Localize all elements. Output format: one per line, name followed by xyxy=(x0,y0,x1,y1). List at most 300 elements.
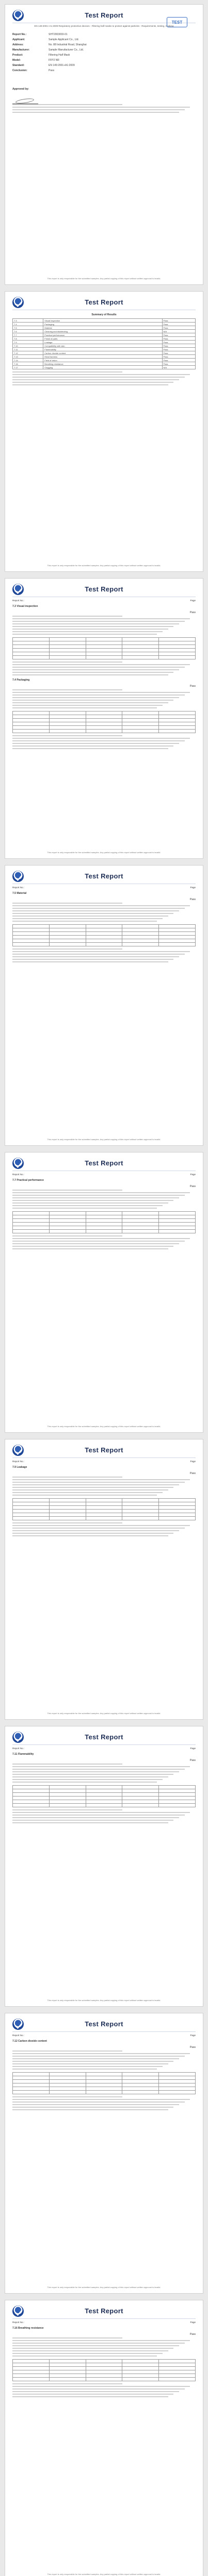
table-cell xyxy=(49,939,86,943)
text-line xyxy=(12,377,185,378)
table-cell xyxy=(122,928,159,932)
text-line xyxy=(12,2069,157,2070)
text-line xyxy=(12,2061,173,2062)
table-row xyxy=(13,2091,196,2094)
text-line xyxy=(12,2096,122,2097)
text-line xyxy=(12,1533,173,1534)
text-line xyxy=(12,1769,185,1770)
table-cell xyxy=(159,1223,196,1226)
table-cell xyxy=(13,711,50,715)
table-cell xyxy=(13,2076,50,2080)
table-cell xyxy=(159,2360,196,2363)
table-cell xyxy=(49,1513,86,1517)
page-footer: This report is only responsible for the submitted samples. Any partial copying of this report without written approval is invalid. xyxy=(47,2286,161,2289)
table-cell-clause: 7.12 xyxy=(13,351,43,355)
text-line xyxy=(12,621,185,622)
table-row xyxy=(13,1517,196,1520)
table-cell xyxy=(122,641,159,645)
table-cell xyxy=(122,1215,159,1219)
table-cell xyxy=(159,1502,196,1506)
table-cell xyxy=(13,2370,50,2374)
table-cell xyxy=(122,2374,159,2378)
table-row xyxy=(13,1499,196,1502)
text-line xyxy=(12,1192,190,1193)
table-cell xyxy=(49,2076,86,2080)
page-footer: This report is only responsible for the submitted samples. Any partial copying of this report without written approval is invalid. xyxy=(47,2573,161,2575)
table-row xyxy=(13,656,196,659)
table-row xyxy=(13,2080,196,2083)
table-cell xyxy=(122,1513,159,1517)
table-cell xyxy=(49,2378,86,2381)
text-line xyxy=(12,2340,190,2341)
table-row xyxy=(13,323,196,326)
table-cell xyxy=(122,715,159,719)
paragraph-text xyxy=(12,2383,196,2397)
approved-label: Approved by: xyxy=(12,88,29,91)
paragraph-text xyxy=(12,903,196,922)
text-line xyxy=(12,2388,185,2389)
table-cell xyxy=(13,2080,50,2083)
table-cell-clause: 7.6 xyxy=(13,330,43,333)
table-cell xyxy=(122,1789,159,1793)
table-cell xyxy=(13,719,50,722)
paragraph-text xyxy=(12,2337,196,2357)
table-cell xyxy=(49,652,86,656)
field-label: Manufacturer: xyxy=(12,48,30,52)
table-cell xyxy=(86,730,122,733)
table-row xyxy=(13,939,196,943)
text-line xyxy=(12,634,157,635)
table-cell-item: Flammability xyxy=(43,348,162,351)
text-line xyxy=(12,1248,168,1249)
table-cell xyxy=(49,2087,86,2091)
section-result: Pass xyxy=(189,2333,196,2336)
text-line xyxy=(12,616,122,617)
table-cell xyxy=(13,722,50,726)
text-line xyxy=(12,689,122,690)
text-line xyxy=(12,702,168,703)
table-cell xyxy=(86,1230,122,1233)
text-line xyxy=(12,1246,173,1247)
text-line xyxy=(12,1522,122,1523)
paragraph-text xyxy=(12,689,196,708)
table-row xyxy=(13,1800,196,1804)
table-cell xyxy=(159,2363,196,2367)
field-value: Filtering Half Mask xyxy=(49,54,70,57)
section-heading: 7.4 Packaging xyxy=(12,679,30,682)
text-line xyxy=(12,2107,173,2108)
table-cell xyxy=(49,1226,86,1230)
table-cell xyxy=(159,1215,196,1219)
table-cell xyxy=(122,2370,159,2374)
reference-row xyxy=(12,886,196,889)
text-line xyxy=(12,1812,190,1813)
table-cell xyxy=(86,1510,122,1513)
table-cell xyxy=(159,1797,196,1800)
table-cell xyxy=(159,656,196,659)
summary-table xyxy=(12,318,196,369)
table-cell xyxy=(49,1789,86,1793)
table-cell xyxy=(13,2083,50,2087)
table-cell xyxy=(13,943,50,946)
text-line xyxy=(12,1482,185,1483)
text-line xyxy=(12,2063,168,2064)
text-line xyxy=(12,1197,179,1198)
text-line xyxy=(12,109,185,110)
text-line xyxy=(12,379,179,380)
text-line xyxy=(12,2066,163,2067)
table-cell xyxy=(159,1786,196,1789)
page-title: Test Report xyxy=(85,585,123,593)
table-cell xyxy=(86,2083,122,2087)
table-cell xyxy=(49,1793,86,1797)
table-row xyxy=(13,2363,196,2367)
text-line xyxy=(12,908,185,909)
text-line xyxy=(12,384,168,385)
table-cell xyxy=(49,719,86,722)
text-line xyxy=(12,1200,173,1201)
table-row xyxy=(13,925,196,928)
table-cell-item: Leakage xyxy=(43,341,162,344)
table-row xyxy=(13,362,196,366)
table-row xyxy=(13,2076,196,2080)
table-cell xyxy=(122,1804,159,1807)
table-row xyxy=(13,652,196,656)
table-row xyxy=(13,1797,196,1800)
reference-row xyxy=(12,599,196,602)
text-line xyxy=(12,697,179,698)
table-cell xyxy=(159,2087,196,2091)
table-cell xyxy=(13,638,50,641)
text-line xyxy=(12,1822,168,1823)
table-cell xyxy=(86,1212,122,1215)
text-line xyxy=(12,104,122,105)
table-cell xyxy=(122,1793,159,1797)
section-result: Pass xyxy=(189,611,196,614)
table-cell xyxy=(86,719,122,722)
page-label: Page xyxy=(190,2321,196,2324)
table-cell-result: Pass xyxy=(162,344,195,348)
table-cell xyxy=(49,1797,86,1800)
table-cell xyxy=(49,726,86,730)
table-cell xyxy=(159,726,196,730)
text-line xyxy=(12,1492,163,1493)
table-cell xyxy=(86,2378,122,2381)
table-cell xyxy=(13,1219,50,1223)
table-cell xyxy=(49,2363,86,2367)
table-cell-item: Breathing resistance xyxy=(43,362,162,366)
table-cell xyxy=(13,936,50,939)
page-label: Page xyxy=(190,886,196,889)
table-cell xyxy=(49,2091,86,2094)
text-line xyxy=(12,2383,122,2384)
table-cell xyxy=(86,1517,122,1520)
text-line xyxy=(12,1782,157,1783)
text-line xyxy=(12,707,157,708)
results-table xyxy=(12,1785,196,1807)
table-cell-clause: 7.9 xyxy=(13,341,43,344)
section-heading: 7.3 Visual inspection xyxy=(12,605,38,608)
table-row xyxy=(13,366,196,369)
text-line xyxy=(12,705,163,706)
table-cell xyxy=(86,1223,122,1226)
table-row xyxy=(13,1223,196,1226)
table-cell xyxy=(159,943,196,946)
table-cell xyxy=(49,649,86,652)
text-line xyxy=(12,2109,168,2110)
text-line xyxy=(12,1243,179,1244)
text-line xyxy=(12,371,122,372)
table-cell xyxy=(122,2363,159,2367)
table-row xyxy=(13,2370,196,2374)
table-cell xyxy=(159,1510,196,1513)
table-cell xyxy=(49,1219,86,1223)
table-cell xyxy=(49,936,86,939)
table-cell xyxy=(122,649,159,652)
table-cell xyxy=(122,1226,159,1230)
table-cell xyxy=(159,2370,196,2374)
table-cell xyxy=(13,2091,50,2094)
checkmark-logo-icon xyxy=(12,871,24,882)
table-row xyxy=(13,1502,196,1506)
table-cell xyxy=(159,2378,196,2381)
table-cell xyxy=(13,1499,50,1502)
table-cell xyxy=(122,1786,159,1789)
table-row xyxy=(13,641,196,645)
table-row xyxy=(13,730,196,733)
page-title: Test Report xyxy=(85,11,123,19)
table-cell xyxy=(159,2076,196,2080)
table-cell xyxy=(49,2360,86,2363)
field-value: Pass xyxy=(49,69,55,72)
table-cell-result: Pass xyxy=(162,341,195,344)
text-line xyxy=(12,1820,173,1821)
field-label: Applicant: xyxy=(12,38,25,41)
table-cell-result: Pass xyxy=(162,348,195,351)
table-row xyxy=(13,711,196,715)
table-cell xyxy=(159,645,196,649)
paragraph-text xyxy=(12,1764,196,1783)
table-cell xyxy=(122,2367,159,2370)
page-label: Page xyxy=(190,599,196,602)
table-cell xyxy=(159,928,196,932)
table-cell xyxy=(86,2080,122,2083)
table-cell xyxy=(13,649,50,652)
text-line xyxy=(12,662,122,663)
table-cell xyxy=(86,711,122,715)
table-cell xyxy=(159,2367,196,2370)
text-line xyxy=(12,910,179,911)
table-row xyxy=(13,2378,196,2381)
table-cell xyxy=(122,936,159,939)
text-line xyxy=(12,1477,122,1478)
table-cell xyxy=(86,652,122,656)
text-line xyxy=(12,1238,190,1239)
text-line xyxy=(12,2102,185,2103)
page-title: Test Report xyxy=(85,872,123,880)
checkmark-logo-icon xyxy=(12,584,24,595)
table-cell xyxy=(122,652,159,656)
table-cell-item: Compatibility with skin xyxy=(43,344,162,348)
reference-row xyxy=(12,1460,196,1463)
table-cell xyxy=(13,2378,50,2381)
text-line xyxy=(12,738,190,739)
table-cell-item: Practical performance xyxy=(43,333,162,337)
text-line xyxy=(12,1764,122,1765)
table-cell xyxy=(49,730,86,733)
table-row xyxy=(13,1789,196,1793)
checkmark-logo-icon xyxy=(12,1158,24,1169)
table-row xyxy=(13,1510,196,1513)
table-cell xyxy=(122,1219,159,1223)
report-page xyxy=(5,865,203,1146)
table-row xyxy=(13,943,196,946)
checkmark-logo-icon xyxy=(12,1732,24,1743)
table-cell xyxy=(13,1793,50,1797)
paragraph-text xyxy=(12,1190,196,1209)
page-header xyxy=(12,1445,196,1458)
checkmark-logo-icon xyxy=(12,2019,24,2030)
table-row xyxy=(13,2087,196,2091)
page-label: Page xyxy=(190,2034,196,2037)
text-line xyxy=(12,2050,122,2052)
table-cell xyxy=(49,1212,86,1215)
paragraph-text xyxy=(12,104,196,113)
table-row xyxy=(13,1215,196,1219)
table-cell-clause: 7.8 xyxy=(13,337,43,341)
table-cell xyxy=(159,1212,196,1215)
checkmark-logo-icon xyxy=(12,297,24,308)
table-cell xyxy=(122,1510,159,1513)
table-cell xyxy=(122,2360,159,2363)
table-cell xyxy=(159,932,196,936)
table-cell xyxy=(49,2374,86,2378)
report-no-label: Report No.: xyxy=(12,599,25,602)
paragraph-text xyxy=(12,1477,196,1496)
table-cell xyxy=(159,715,196,719)
table-row xyxy=(13,326,196,330)
page-title: Test Report xyxy=(85,1159,123,1167)
table-cell xyxy=(159,1793,196,1797)
table-cell xyxy=(49,1786,86,1789)
report-no-label: Report No.: xyxy=(12,2321,25,2324)
table-cell xyxy=(159,638,196,641)
results-table xyxy=(12,1498,196,1520)
section-heading: 7.11 Flammability xyxy=(12,1753,34,1756)
table-cell xyxy=(49,943,86,946)
table-cell xyxy=(13,1517,50,1520)
table-cell xyxy=(13,1230,50,1233)
table-cell-result: N/A xyxy=(162,330,195,333)
table-cell xyxy=(159,649,196,652)
table-cell-result: Pass xyxy=(162,337,195,341)
paragraph-text xyxy=(12,616,196,635)
certification-seal: TEST xyxy=(167,17,187,27)
table-cell-result: Pass xyxy=(162,333,195,337)
page-title: Test Report xyxy=(85,2020,123,2028)
table-cell xyxy=(86,1226,122,1230)
table-cell xyxy=(49,711,86,715)
page-header xyxy=(12,1158,196,1171)
text-line xyxy=(12,2394,173,2395)
table-cell-item: Finish of parts xyxy=(43,337,162,341)
text-line xyxy=(12,1535,168,1536)
section-heading: 7.12 Carbon dioxide content xyxy=(12,2040,47,2043)
table-row xyxy=(13,1219,196,1223)
table-row xyxy=(13,355,196,359)
table-cell xyxy=(13,1789,50,1793)
table-cell xyxy=(49,1804,86,1807)
table-cell xyxy=(122,943,159,946)
table-cell xyxy=(159,936,196,939)
paragraph-text xyxy=(12,948,196,962)
page-footer: This report is only responsible for the submitted samples. Any partial copying of this report without written approval is invalid. xyxy=(47,277,161,280)
text-line xyxy=(12,743,179,744)
text-line xyxy=(12,1779,163,1780)
page-title: Test Report xyxy=(85,1446,123,1454)
table-cell xyxy=(13,1797,50,1800)
table-cell xyxy=(86,1513,122,1517)
text-line xyxy=(12,2053,190,2054)
table-cell xyxy=(159,939,196,943)
table-cell-clause: 7.16 xyxy=(13,362,43,366)
table-cell-result: N/A xyxy=(162,366,195,369)
table-cell xyxy=(86,925,122,928)
text-line xyxy=(12,667,185,668)
text-line xyxy=(12,374,190,375)
table-cell-result: Pass xyxy=(162,359,195,362)
checkmark-logo-icon xyxy=(12,10,24,21)
text-line xyxy=(12,745,173,747)
table-row xyxy=(13,344,196,348)
text-line xyxy=(12,694,185,696)
table-cell xyxy=(13,1502,50,1506)
table-cell xyxy=(13,652,50,656)
text-line xyxy=(12,2353,163,2354)
text-line xyxy=(12,382,173,383)
table-row xyxy=(13,719,196,722)
text-line xyxy=(12,1817,179,1818)
table-cell xyxy=(159,1226,196,1230)
table-cell-item: Clogging xyxy=(43,366,162,369)
table-cell xyxy=(159,722,196,726)
field-value: EN 149:2001+A1:2009 xyxy=(49,64,75,67)
text-line xyxy=(12,1208,157,1209)
paragraph-text xyxy=(12,2050,196,2070)
table-cell xyxy=(86,641,122,645)
text-line xyxy=(12,1528,185,1529)
text-line xyxy=(12,2345,179,2346)
table-cell-result: Pass xyxy=(162,355,195,359)
text-line xyxy=(12,1479,190,1480)
table-cell xyxy=(86,2073,122,2076)
table-cell xyxy=(49,1223,86,1226)
table-cell xyxy=(159,1513,196,1517)
checkmark-logo-icon xyxy=(12,2306,24,2317)
reference-row xyxy=(12,2321,196,2324)
table-cell xyxy=(13,2367,50,2370)
report-page xyxy=(5,1152,203,1433)
table-cell xyxy=(86,1499,122,1502)
table-cell xyxy=(49,638,86,641)
report-page xyxy=(5,2300,203,2576)
page-footer: This report is only responsible for the submitted samples. Any partial copying of this report without written approval is invalid. xyxy=(47,564,161,567)
table-cell xyxy=(49,928,86,932)
table-cell xyxy=(122,1223,159,1226)
table-cell xyxy=(13,730,50,733)
text-line xyxy=(12,748,168,749)
table-row xyxy=(13,341,196,344)
